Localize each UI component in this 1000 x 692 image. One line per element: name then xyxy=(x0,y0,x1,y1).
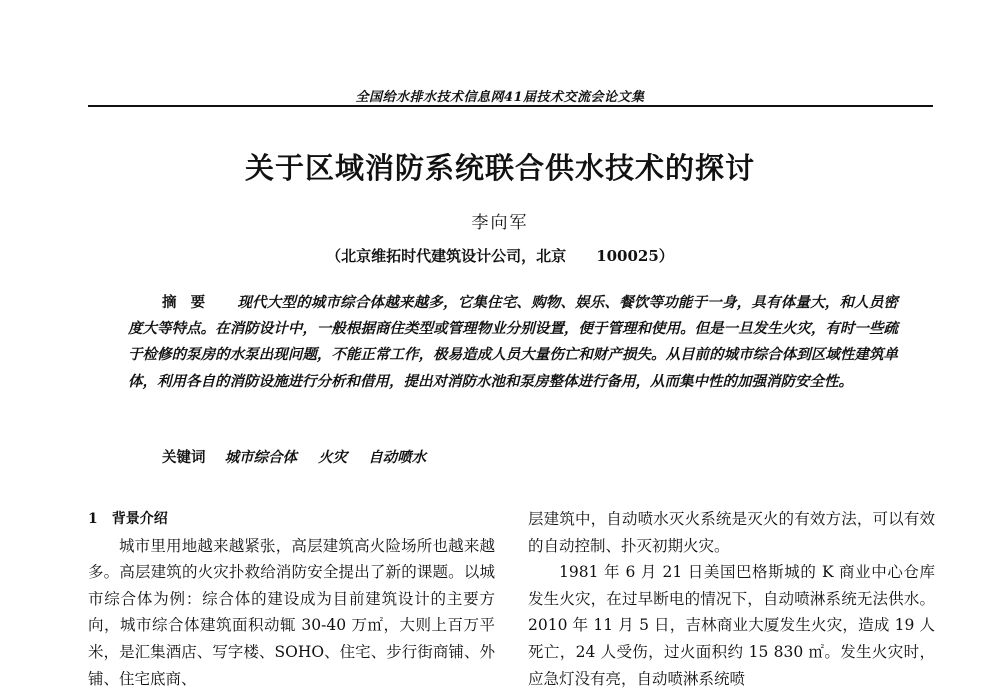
keyword-item: 自动喷水 xyxy=(368,449,427,466)
abstract xyxy=(128,290,898,395)
section-heading xyxy=(88,506,495,533)
author-name: 李向军 xyxy=(471,213,529,233)
journal-header: 全国给水排水技术信息网41届技术交流会论文集 xyxy=(355,90,645,105)
keyword-item: 火灾 xyxy=(318,449,348,466)
affiliation-org: （北京维拓时代建筑设计公司，北京 xyxy=(326,247,567,265)
affiliation-zip: 100025） xyxy=(596,247,674,265)
keywords-label: 关键词 xyxy=(162,449,206,466)
header-rule xyxy=(88,105,933,107)
abstract-text: 现代大型的城市综合体越来越多，它集住宅、购物、娱乐、餐饮等功能于一身，具有体量大，和人员密度大等特点。在消防设计中，一般根据商住类型或管理物业分别设置，便于管理和使用。但是一旦发生火灾，有时一些疏于检修的泵房的水泵出现问题，不能正常工作，极易造成人员大量伤亡和财产损失。从目前的城市综合体到区域性建筑单体，利用各自的消防设施进行分析和借用，提出对消防水池和泵房整体进行备用，从而集中性的加强消防安全性。 xyxy=(128,294,899,390)
section-number: 1 xyxy=(88,511,98,527)
paper-title: 关于区域消防系统联合供水技术的探讨 xyxy=(244,151,755,185)
body-paragraph: 城市里用地越来越紧张，高层建筑高火险场所也越来越多。高层建筑的火灾扑救给消防安全提出了新的课题。以城市综合体为例：综合体的建设成为目前建筑设计的主要方向，城市综合体建筑面积动辄 30-40 万㎡，大则上百万平米，是汇集酒店、写字楼、SOHO、住宅、步行街商铺、外铺、住宅底商、 xyxy=(88,536,495,688)
body-paragraph: 层建筑中，自动喷水灭火系统是灭火的有效方法，可以有效的自动控制、扑灭初期火灾。 xyxy=(528,510,935,555)
body-left-column xyxy=(88,506,495,692)
body-paragraph: 1981 年 6 月 21 日美国巴格斯城的 K 商业中心仓库发生火灾，在过早断电的情况下，自动喷淋系统无法供水。2010 年 11 月 5 日，吉林商业大厦发生火灾，造成 19 人死亡，24 人受伤，过火面积约 15 830 ㎡。发生火灾时，应急灯没有亮，自动喷淋系统喷 xyxy=(528,563,935,688)
keywords xyxy=(162,446,442,467)
section-title: 背景介绍 xyxy=(111,511,168,527)
affiliation xyxy=(0,245,1000,266)
body-right-column xyxy=(528,506,935,692)
abstract-label: 摘要 xyxy=(162,294,220,311)
keyword-item: 城市综合体 xyxy=(224,449,298,466)
